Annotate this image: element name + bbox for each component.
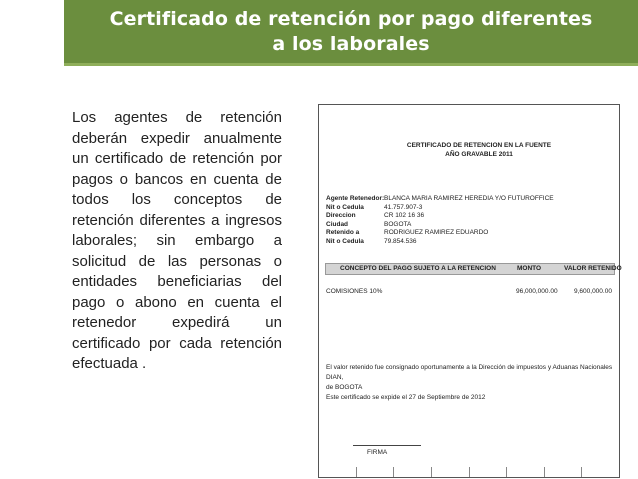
info-value: CR 102 16 36	[384, 212, 425, 220]
info-value: 41.757.907-3	[384, 203, 423, 211]
info-row	[326, 195, 554, 204]
signature-line	[353, 445, 421, 446]
row-amount: 96,000,000.00	[516, 288, 558, 295]
note-line: Este certificado se expide el 27 de Septiembre de 2012	[326, 394, 486, 401]
info-label: Direccion	[326, 212, 356, 220]
info-label: Agente Retenedor:	[326, 195, 385, 202]
header-withheld: VALOR RETENIDO	[564, 265, 622, 272]
signature-label: FIRMA	[367, 449, 388, 456]
note-line: de BOGOTA	[326, 384, 363, 391]
info-row	[326, 204, 554, 213]
table-grid-lines	[319, 467, 619, 477]
info-label: Retenido a	[326, 229, 360, 237]
info-value: BOGOTA	[384, 220, 412, 228]
info-label: Ciudad	[326, 220, 349, 228]
info-value: BLANCA MARIA RAMIREZ HEREDIA Y/O FUTUROFFICE	[384, 195, 554, 202]
info-label: Nit o Cedula	[326, 203, 364, 211]
slide-body-text: Los agentes de retención deberán expedir anualmente un certificado de retención por pagos o bancos en cuenta de todos los conceptos de retención diferentes a ingresos laborales; sin embargo a solicitud de las personas o entidades beneficiarias del pago o abono en cuenta el retenedor expedirá un certificado por cada retención efectuada .	[72, 109, 282, 372]
certificate-title: CERTIFICADO DE RETENCION EN LA FUENTE	[406, 142, 552, 149]
certificate-info	[326, 195, 554, 247]
certificate-image	[318, 104, 620, 478]
info-row	[326, 238, 554, 247]
info-row	[326, 221, 554, 230]
certificate-notes	[326, 363, 616, 403]
row-concept: COMISIONES 10%	[326, 288, 383, 295]
note-line: El valor retenido fue consignado oportunamente a la Dirección de impuestos y Aduanas Nacionales DIAN,	[326, 364, 613, 381]
info-row	[326, 212, 554, 221]
header-amount: MONTO	[517, 265, 542, 272]
slide-title-line-1: Certificado de retención por pago diferentes	[109, 7, 593, 30]
slide-title-line-2: a los laborales	[272, 32, 430, 55]
header-concept: CONCEPTO DEL PAGO SUJETO A LA RETENCION	[340, 265, 496, 272]
info-value: 79.854.536	[384, 237, 417, 245]
info-value: RODRIGUEZ RAMIREZ EDUARDO	[384, 229, 489, 237]
certificate-title-block	[319, 141, 619, 159]
slide-title-bar	[64, 0, 638, 66]
info-row	[326, 229, 554, 238]
certificate-year: AÑO GRAVABLE 2011	[445, 151, 513, 158]
row-withheld: 9,600,000.00	[574, 288, 612, 295]
certificate-table-header	[325, 263, 622, 275]
info-label: Nit o Cedula	[326, 237, 364, 245]
